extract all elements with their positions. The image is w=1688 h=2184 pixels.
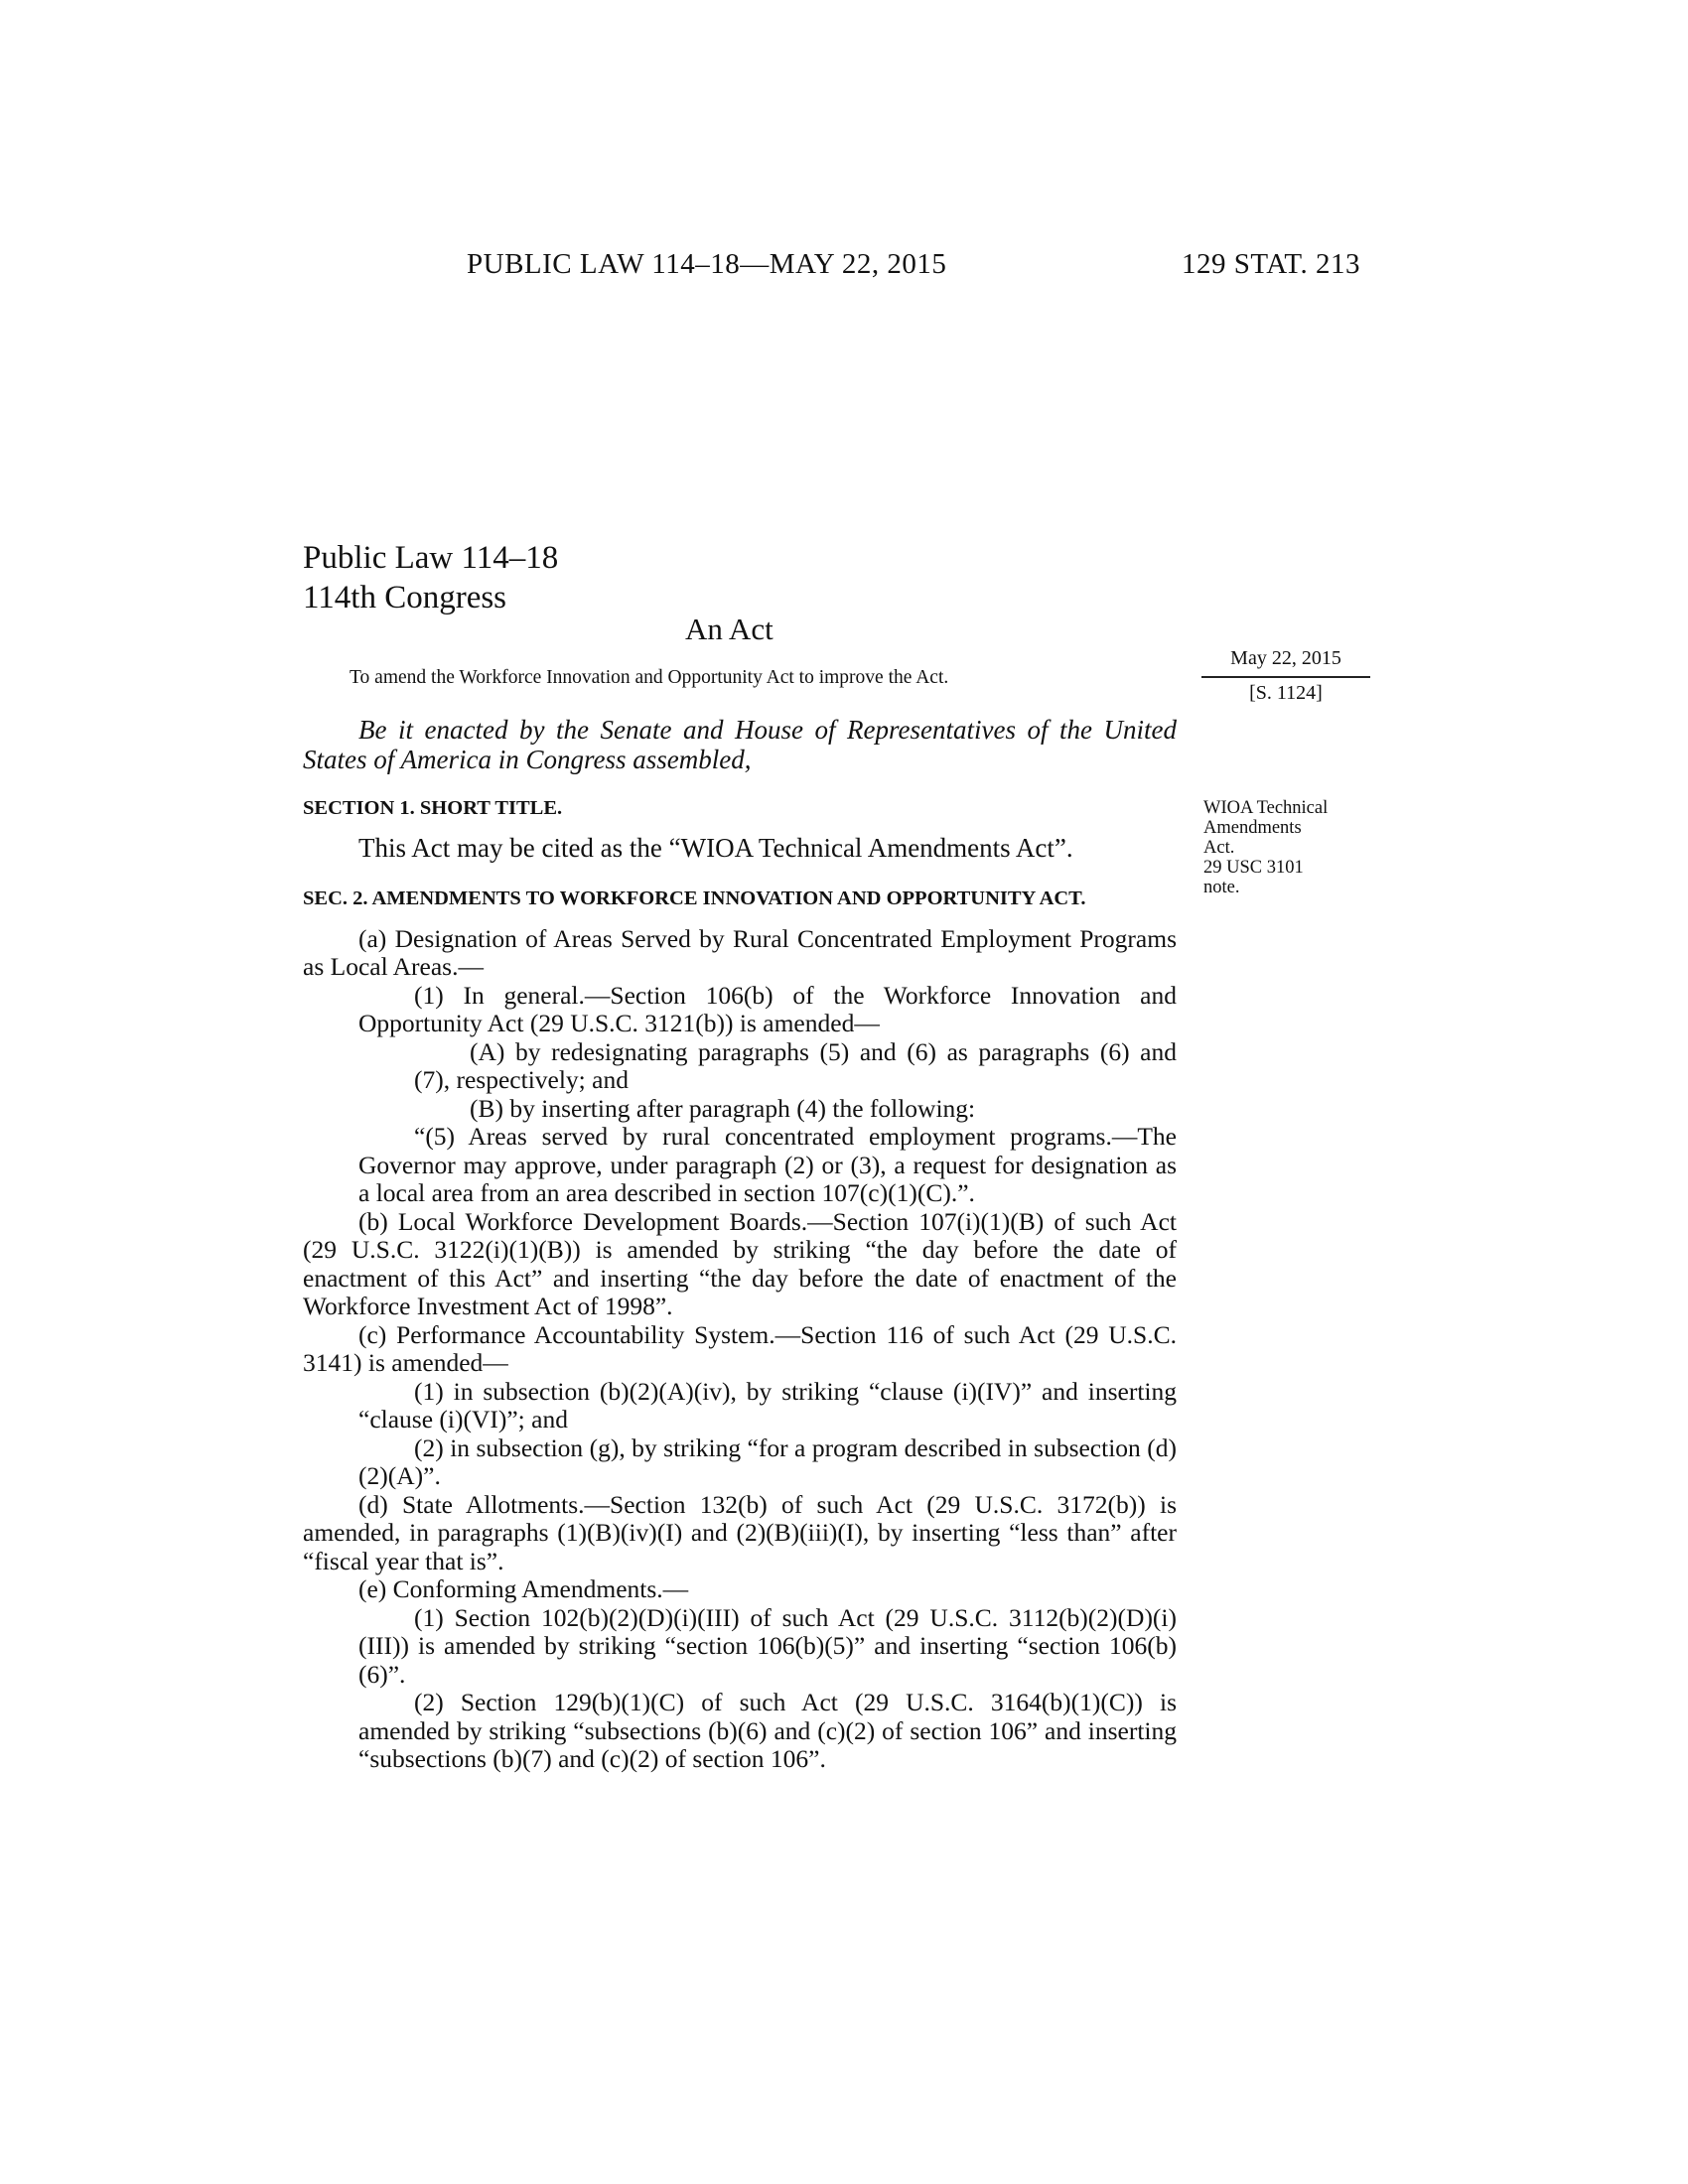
margin-note-line: note. (1203, 878, 1240, 897)
paragraph-a1: (1) In general.—Section 106(b) of the Workforce Innovation and Opportunity Act (29 U.S.C. 3121(b)) is amended— (358, 980, 1177, 1037)
section-1-text: This Act may be cited as the “WIOA Technical Amendments Act”. (358, 832, 1073, 863)
bill-number: [S. 1124] (1249, 682, 1323, 704)
act-heading: An Act (685, 612, 774, 646)
subsection-b: (b) Local Workforce Development Boards.—Section 107(i)(1)(B) of such Act (29 U.S.C. 3122(i)(1)(B)) is amended by striking “the day before the date of enactment of this Act” and inserting “the day before the date of enactment of the Workforce Investment Act of 1998”. (303, 1206, 1177, 1320)
subparagraph-a1A: (A) by redesignating paragraphs (5) and (6) as paragraphs (6) and (7), respectively; and (414, 1036, 1177, 1094)
law-identification (303, 538, 558, 617)
paragraph-e1: (1) Section 102(b)(2)(D)(i)(III) of such Act (29 U.S.C. 3112(b)(2)(D)(i)(III)) is amended by striking “section 106(b)(5)” and inserting “section 106(b)(6)”. (358, 1602, 1177, 1689)
act-purpose: To amend the Workforce Innovation and Opportunity Act to improve the Act. (350, 667, 949, 688)
running-header-citation: PUBLIC LAW 114–18—MAY 22, 2015 (467, 248, 947, 280)
subsection-c-heading: (c) Performance Accountability System.—Section 116 of such Act (29 U.S.C. 3141) is amended— (303, 1319, 1177, 1377)
public-law-number: Public Law 114–18 (303, 540, 559, 576)
margin-date-block (1201, 647, 1370, 705)
page-statute-number: 129 STAT. 213 (1181, 248, 1360, 280)
running-header (467, 248, 1360, 288)
section-1-heading: SECTION 1. SHORT TITLE. (303, 797, 563, 819)
enacting-clause: Be it enacted by the Senate and House of Representatives of the United States of America in Congress assembled, (303, 715, 1177, 774)
enactment-date: May 22, 2015 (1230, 647, 1341, 669)
paragraph-e2: (2) Section 129(b)(1)(C) of such Act (29 U.S.C. 3164(b)(1)(C)) is amended by striking “subsections (b)(6) and (c)(2) of section 106” and inserting “subsections (b)(7) and (c)(2) of section 106”. (358, 1688, 1177, 1773)
subsection-d: (d) State Allotments.—Section 132(b) of such Act (29 U.S.C. 3172(b)) is amended, in paragraphs (1)(B)(iv)(I) and (2)(B)(iii)(I), by inserting “less than” after “fiscal year that is”. (303, 1489, 1177, 1575)
margin-note (1203, 798, 1352, 897)
margin-note-line: 29 USC 3101 (1203, 858, 1304, 878)
margin-note-line: WIOA Technical (1203, 798, 1329, 818)
inserted-paragraph-5: “(5) Areas served by rural concentrated employment programs.—The Governor may approve, under paragraph (2) or (3), a request for designation as a local area from an area described in section 107(c)(1)(C).”. (358, 1122, 1177, 1207)
paragraph-c1: (1) in subsection (b)(2)(A)(iv), by striking “clause (i)(IV)” and inserting “clause (i)(VI)”; and (358, 1376, 1177, 1433)
subparagraph-a1B: (B) by inserting after paragraph (4) the following: (470, 1093, 976, 1123)
margin-note-line: Amendments (1203, 818, 1302, 838)
margin-rule (1201, 676, 1370, 678)
subsection-a-heading: (a) Designation of Areas Served by Rural Concentrated Employment Programs as Local Areas.— (303, 923, 1177, 981)
margin-note-line: Act. (1203, 838, 1235, 858)
congress-number: 114th Congress (303, 580, 507, 615)
paragraph-c2: (2) in subsection (g), by striking “for a program described in subsection (d)(2)(A)”. (358, 1433, 1177, 1490)
section-2-heading: SEC. 2. AMENDMENTS TO WORKFORCE INNOVATION AND OPPORTUNITY ACT. (303, 887, 1086, 909)
statute-body (303, 715, 1177, 1774)
subsection-e-heading: (e) Conforming Amendments.— (358, 1574, 689, 1603)
